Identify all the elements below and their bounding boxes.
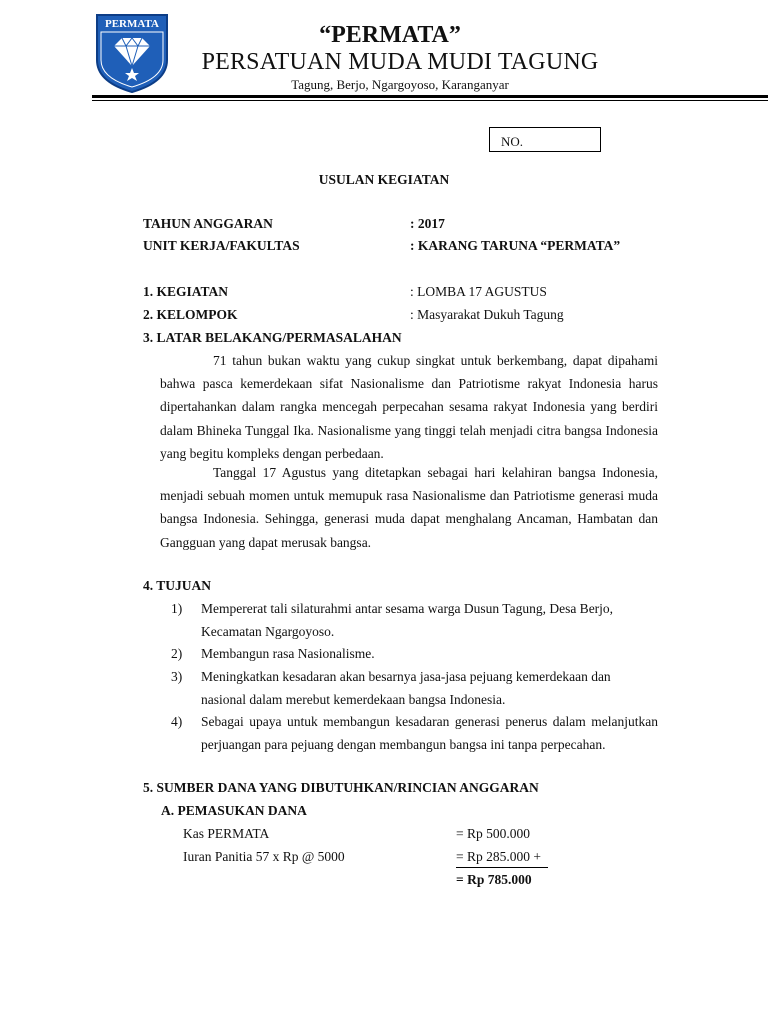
tujuan-item-text: Mempererat tali silaturahmi antar sesama warga Dusun Tagung, Desa Berjo, Kecamatan Ngargoyoso. (201, 601, 614, 639)
kelompok-label: 2. KELOMPOK (143, 307, 238, 322)
pemasukan-total: = Rp 785.000 (456, 872, 532, 887)
dana-heading: 5. SUMBER DANA YANG DIBUTUHKAN/RINCIAN ANGGARAN (143, 780, 539, 795)
pemasukan-heading: A. PEMASUKAN DANA (161, 803, 307, 818)
tujuan-item-text: Membangun rasa Nasionalisme. (201, 646, 375, 661)
sum-underline (456, 867, 548, 868)
tujuan-item-text: Sebagai upaya untuk membangun kesadaran generasi penerus dalam melanjutkan perjuangan para pejuang dengan membangun bangsa ini tanpa perpecahan. (201, 714, 658, 752)
latar-paragraph-2: Tanggal 17 Agustus yang ditetapkan sebagai hari kelahiran bangsa Indonesia, menjadi sebuah momen untuk memupuk rasa Nasionalisme dan Patriotisme generasi muda bangsa Indonesia. Sehingga, generasi muda dapat menghalang Ancaman, Hambatan dan Gangguan yang dapat merusak bangsa. (160, 465, 658, 550)
meta-label-unit: UNIT KERJA/FAKULTAS (143, 238, 300, 253)
org-address: Tagung, Berjo, Ngargoyoso, Karanganyar (291, 77, 509, 92)
tujuan-item-number: 3) (171, 669, 183, 684)
latar-paragraph-1: 71 tahun bukan waktu yang cukup singkat untuk berkembang, dapat dipahami bahwa pasca kemerdekaan sifat Nasionalisme dan Patriotisme rakyat Indonesia harus dipertahankan dalam rangka mencegah perpecahan sesama rakyat Indonesia yang berdiri dalam Bhineka Tunggal Ika. Nasionalisme yang tinggi telah menjadi citra bangsa Indonesia yang begitu kompleks dengan perbedaan. (160, 353, 658, 461)
svg-text:PERMATA: PERMATA (105, 18, 159, 30)
tujuan-item-text: Meningkatkan kesadaran akan besarnya jasa-jasa pejuang kemerdekaan dan nasional dalam merebut kemerdekaan bangsa Indonesia. (201, 669, 611, 707)
pemasukan-row-label: Iuran Panitia 57 x Rp @ 5000 (183, 849, 345, 864)
latar-heading: 3. LATAR BELAKANG/PERMASALAHAN (143, 330, 402, 345)
tujuan-item-number: 4) (171, 714, 183, 729)
document-title: USULAN KEGIATAN (318, 172, 450, 187)
permata-logo (94, 12, 170, 94)
org-title: “PERMATA” (319, 22, 461, 48)
meta-label-tahun: TAHUN ANGGARAN (143, 216, 273, 231)
number-box: NO. (489, 127, 601, 152)
meta-value-unit: : KARANG TARUNA “PERMATA” (410, 238, 621, 253)
meta-value-tahun: : 2017 (410, 216, 445, 231)
tujuan-item-number: 2) (171, 646, 183, 661)
pemasukan-row-label: Kas PERMATA (183, 826, 270, 841)
header-rule-thick (92, 95, 768, 98)
kelompok-value: : Masyarakat Dukuh Tagung (410, 307, 564, 322)
header-rule-thin (92, 100, 768, 101)
pemasukan-row-value: = Rp 285.000 + (456, 849, 541, 864)
kegiatan-label: 1. KEGIATAN (143, 284, 229, 299)
tujuan-heading: 4. TUJUAN (143, 578, 212, 593)
pemasukan-row-value: = Rp 500.000 (456, 826, 530, 841)
tujuan-item-number: 1) (171, 601, 183, 616)
kegiatan-value: : LOMBA 17 AGUSTUS (410, 284, 547, 299)
org-name: PERSATUAN MUDA MUDI TAGUNG (201, 49, 599, 75)
